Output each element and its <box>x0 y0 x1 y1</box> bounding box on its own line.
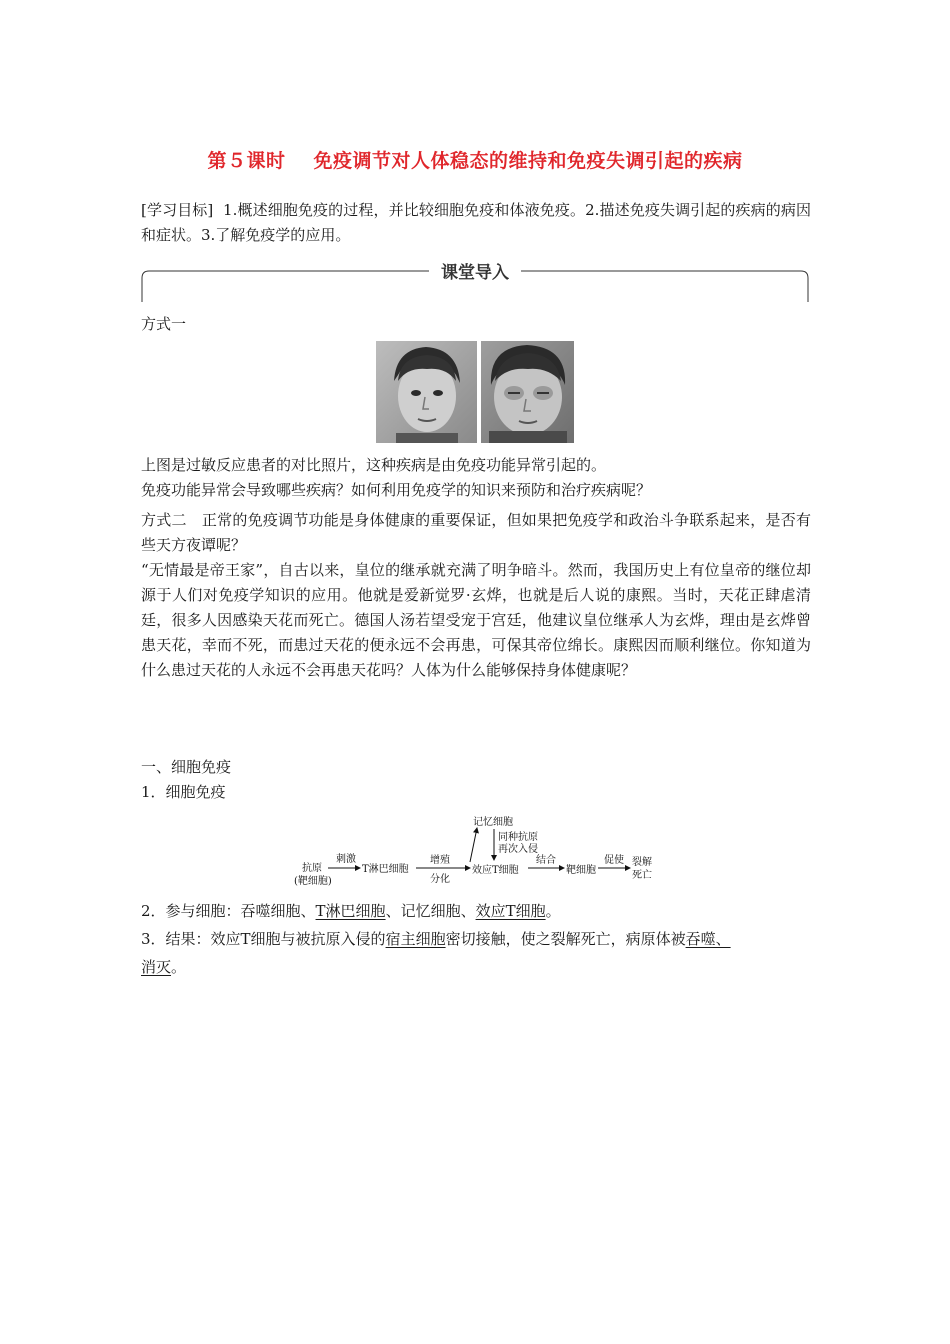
page-title <box>0 146 950 173</box>
answer-effector-t-cell: 效应T细胞 <box>475 902 546 920</box>
diagram-t-cell: T淋巴细胞 <box>362 864 409 875</box>
lesson-number: 第５课时 <box>207 150 286 172</box>
learning-objectives <box>141 198 811 248</box>
answer-eliminate: 消灭 <box>141 958 172 976</box>
diagram-bind: 结合 <box>536 855 556 866</box>
objectives-label: [学习目标] <box>141 201 214 219</box>
method1-caption: 上图是过敏反应患者的对比照片，这种疾病是由免疫功能异常引起的。 <box>141 456 607 474</box>
diagram-memory-cell: 记忆细胞 <box>473 817 513 828</box>
objectives-text: 1.概述细胞免疫的过程，并比较细胞免疫和体液免疫。2.描述免疫失调引起的疾病的病因和症状。3.了解免疫学的应用。 <box>141 201 811 244</box>
diagram-differentiate: 分化 <box>430 874 450 885</box>
section1-sub1: 1．细胞免疫 <box>141 783 226 801</box>
cell-immunity-diagram <box>290 812 660 892</box>
diagram-effector-t: 效应T细胞 <box>472 865 519 876</box>
method2-intro: 方式二 正常的免疫调节功能是身体健康的重要保证，但如果把免疫学和政治斗争联系起来，是否有些天方夜谭呢？ <box>141 511 811 554</box>
child-normal-photo <box>376 341 477 443</box>
answer-phagocytose: 吞噬、 <box>685 930 731 948</box>
diagram-promote: 促使 <box>604 855 624 866</box>
section-box-title: 课堂导入 <box>0 258 950 283</box>
method2-story: “无情最是帝王家”，自古以来，皇位的继承就充满了明争暗斗。然而，我国历史上有位皇帝的继位却源于人们对免疫学知识的应用。他就是爱新觉罗·玄烨，也就是后人说的康熙。当时，天花正肆虐清廷，很多人因感染天花而死亡。德国人汤若望受宠于宫廷，他建议皇位继承人为玄烨，理由是玄烨曾患天花，幸而不死，而患过天花的便永远不会再患，可保其帝位绵长。康熙因而顺利继位。你知道为什么患过天花的人永远不会再患天花吗？人体为什么能够保持身体健康呢？ <box>141 561 811 679</box>
diagram-same-antigen-1: 同种抗原 <box>498 832 538 843</box>
answer-host-cell: 宿主细胞 <box>385 930 446 948</box>
section1-heading: 一、细胞免疫 <box>141 758 232 776</box>
diagram-target-cell: 靶细胞 <box>566 865 596 876</box>
diagram-lysis-1: 裂解 <box>632 857 652 868</box>
lesson-title: 免疫调节对人体稳态的维持和免疫失调引起的疾病 <box>313 150 743 172</box>
diagram-antigen-sub: (靶细胞) <box>294 876 332 887</box>
arrow-to-memory <box>470 828 477 862</box>
diagram-proliferate: 增殖 <box>430 855 450 866</box>
diagram-lysis-2: 死亡 <box>632 870 652 881</box>
method1-label: 方式一 <box>141 315 187 333</box>
diagram-stimulate: 刺激 <box>336 854 356 865</box>
method1-question: 免疫功能异常会导致哪些疾病？如何利用免疫学的知识来预防和治疗疾病呢？ <box>141 481 652 499</box>
diagram-same-antigen-2: 再次入侵 <box>498 844 538 855</box>
item3-result-line1: 3．结果：效应T细胞与被抗原入侵的宿主细胞密切接触，使之裂解死亡，病原体被吞噬、 <box>141 930 731 948</box>
answer-t-lymphocyte: T淋巴细胞 <box>315 902 386 920</box>
child-allergic-photo <box>481 341 574 443</box>
item3-result-line2: 消灭。 <box>141 958 187 976</box>
diagram-antigen: 抗原 <box>302 863 322 874</box>
item2-participating-cells: 2．参与细胞：吞噬细胞、T淋巴细胞、记忆细胞、效应T细胞。 <box>141 902 561 920</box>
